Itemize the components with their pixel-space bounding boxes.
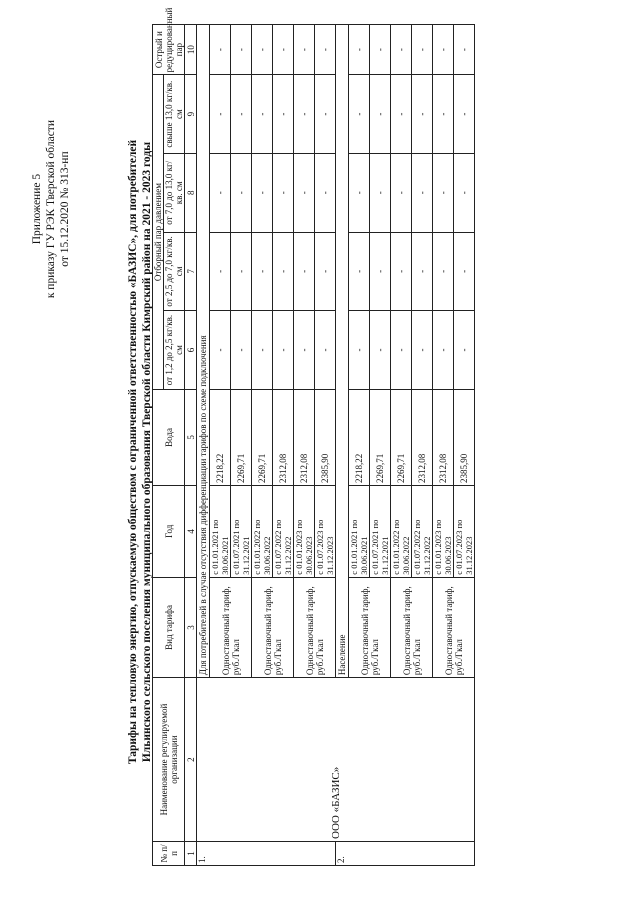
empty-value: - [412,311,433,390]
empty-value: - [231,75,252,154]
empty-value: - [370,153,391,232]
header-steam-group: Отборный пар давлением [153,75,164,390]
water-tariff: 2312,08 [273,389,294,485]
empty-value: - [273,75,294,154]
tariff-type: Одноставочный тариф, руб./Гкал [252,577,294,677]
appendix-line-1: Приложение 5 [31,173,43,245]
empty-value: - [454,153,475,232]
column-number-row [185,25,197,866]
empty-value: - [433,232,454,311]
header-org: Наименование регулируемой организации [153,678,185,842]
empty-value: - [391,311,412,390]
header-tariff-type: Вид тарифа [153,577,185,677]
water-tariff: 2312,08 [412,389,433,485]
empty-value: - [294,311,315,390]
empty-value: - [210,153,231,232]
period: с 01.07.2023 по 31.12.2023 [454,485,475,577]
water-tariff: 2385,90 [315,389,336,485]
col-number: 10 [185,25,197,75]
water-tariff: 2269,71 [370,389,391,485]
empty-value: - [210,311,231,390]
empty-value: - [349,311,370,390]
document-title [126,60,154,844]
period: с 01.07.2021 по 31.12.2021 [231,485,252,577]
water-tariff: 2218,22 [210,389,231,485]
section-label: Для потребителей в случае отсутствия дифференциации тарифов по схеме подключения [197,25,210,678]
empty-value: - [210,75,231,154]
empty-value: - [412,25,433,75]
empty-value: - [252,75,273,154]
header-sharp-steam: Острый и редуцированный пар [153,25,185,75]
empty-value: - [370,75,391,154]
empty-value: - [231,232,252,311]
empty-value: - [273,311,294,390]
empty-value: - [273,232,294,311]
col-number: 2 [185,678,197,842]
table-body [197,25,475,866]
header-water: Вода [153,389,185,485]
empty-value: - [315,153,336,232]
empty-value: - [370,25,391,75]
empty-value: - [315,75,336,154]
empty-value: - [412,232,433,311]
empty-value: - [349,25,370,75]
empty-value: - [349,75,370,154]
empty-value: - [315,25,336,75]
water-tariff: 2269,71 [391,389,412,485]
empty-value: - [349,232,370,311]
col-number: 9 [185,75,197,154]
header-num: № п/п [153,841,185,865]
empty-value: - [210,232,231,311]
period: с 01.01.2021 по 30.06.2021 [210,485,231,577]
section-label: Население [336,25,349,678]
appendix-line-2: к приказу ГУ РЭК Тверской области [45,120,57,299]
empty-value: - [412,75,433,154]
header-steam-2: от 2,5 до 7,0 кг/кв. см [164,232,185,311]
empty-value: - [315,311,336,390]
col-number: 6 [185,311,197,390]
empty-value: - [454,232,475,311]
period: с 01.01.2022 по 30.06.2022 [252,485,273,577]
period: с 01.07.2022 по 31.12.2022 [273,485,294,577]
empty-value: - [433,75,454,154]
empty-value: - [433,25,454,75]
empty-value: - [454,311,475,390]
col-number: 7 [185,232,197,311]
col-number: 1 [185,841,197,865]
header-steam-1: от 1,2 до 2,5 кг/кв. см [164,311,185,390]
period: с 01.07.2022 по 31.12.2022 [412,485,433,577]
period: с 01.07.2021 по 31.12.2021 [370,485,391,577]
period: с 01.01.2023 по 30.06.2023 [433,485,454,577]
empty-value: - [370,232,391,311]
organization-name: ООО «БАЗИС» [197,678,475,842]
empty-value: - [294,153,315,232]
header-steam-3: от 7,0 до 13,0 кг/кв. см [164,153,185,232]
appendix-line-3: от 15.12.2020 № 313-нп [59,151,71,267]
empty-value: - [273,25,294,75]
col-number: 5 [185,389,197,485]
tariff-type: Одноставочный тариф, руб./Гкал [433,577,475,677]
water-tariff: 2269,71 [231,389,252,485]
col-number: 4 [185,485,197,577]
empty-value: - [315,232,336,311]
empty-value: - [210,25,231,75]
water-tariff: 2269,71 [252,389,273,485]
empty-value: - [391,153,412,232]
empty-value: - [433,311,454,390]
section-row [197,25,210,866]
empty-value: - [294,75,315,154]
period: с 01.01.2023 по 30.06.2023 [294,485,315,577]
empty-value: - [294,232,315,311]
empty-value: - [391,232,412,311]
section-number: 2. [336,841,475,865]
empty-value: - [252,232,273,311]
empty-value: - [391,75,412,154]
period: с 01.07.2023 по 31.12.2023 [315,485,336,577]
col-number: 8 [185,153,197,232]
appendix-reference [30,120,72,298]
empty-value: - [349,153,370,232]
empty-value: - [412,153,433,232]
empty-value: - [252,311,273,390]
empty-value: - [231,153,252,232]
section-number: 1. [197,841,336,865]
header-steam-4: свыше 13,0 кг/кв. см [164,75,185,154]
title-line-1: Тарифы на тепловую энергию, отпускаемую обществом с ограниченной ответственностью «БАЗИС», для потребителей [127,139,139,765]
water-tariff: 2218,22 [349,389,370,485]
col-number: 3 [185,577,197,677]
period: с 01.01.2022 по 30.06.2022 [391,485,412,577]
title-line-2: Ильинского сельского поселения муниципального образования Тверской области Кимрский район на 2021 - 2023 годы [141,141,153,763]
empty-value: - [231,311,252,390]
empty-value: - [433,153,454,232]
header-year: Год [153,485,185,577]
empty-value: - [252,153,273,232]
tariff-type: Одноставочный тариф, руб./Гкал [349,577,391,677]
empty-value: - [252,25,273,75]
empty-value: - [391,25,412,75]
empty-value: - [454,75,475,154]
water-tariff: 2312,08 [294,389,315,485]
empty-value: - [454,25,475,75]
empty-value: - [273,153,294,232]
tariff-type: Одноставочный тариф, руб./Гкал [210,577,252,677]
empty-value: - [294,25,315,75]
tariff-type: Одноставочный тариф, руб./Гкал [294,577,336,677]
water-tariff: 2385,90 [454,389,475,485]
period: с 01.01.2021 по 30.06.2021 [349,485,370,577]
empty-value: - [370,311,391,390]
empty-value: - [231,25,252,75]
tariff-type: Одноставочный тариф, руб./Гкал [391,577,433,677]
tariff-table [152,7,475,866]
water-tariff: 2312,08 [433,389,454,485]
